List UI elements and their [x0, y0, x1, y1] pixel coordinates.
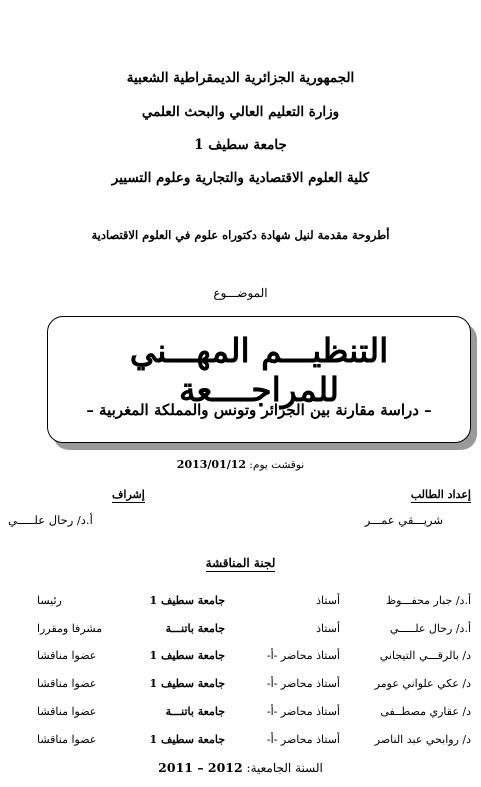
jury-member-name: د/ عقاري مصطــفى [380, 705, 471, 718]
jury-member-rank: أستاذ محاضر -أ- [266, 649, 340, 662]
thesis-type: أطروحة مقدمة لنيل شهادة دكتوراه علوم في العلوم الاقتصادية [91, 228, 390, 242]
defense-date: 2013/01/12 [176, 458, 247, 471]
table-row [0, 594, 481, 614]
ministry-name: وزارة التعليم العالي والبحث العلمي [141, 104, 340, 120]
jury-member-university: جامعة سطيف 1 [149, 733, 225, 746]
academic-year-value: 2011 – 2012 [158, 760, 243, 775]
jury-member-role: عضوا مناقشا [37, 677, 97, 690]
jury-member-role: عضوا مناقشا [37, 705, 97, 718]
prepared-by-section [411, 483, 471, 502]
jury-member-name: أ.د/ رحال علـــــي [389, 622, 471, 635]
jury-member-rank: أستاذ [316, 594, 340, 607]
defense-date-line [0, 458, 481, 471]
jury-member-role: عضوا مناقشا [37, 649, 97, 662]
jury-member-rank: أستاذ محاضر -أ- [266, 733, 340, 746]
jury-member-name: د/ بالرقـــي التيجاني [379, 649, 471, 662]
jury-member-role: مشرفا ومقررا [37, 622, 103, 635]
student-name: شريـــقي عمـــر [364, 513, 443, 527]
academic-year-line [0, 760, 481, 775]
jury-member-university: جامعة سطيف 1 [149, 649, 225, 662]
jury-section [0, 552, 481, 571]
jury-member-name: أ.د/ جبار محفـــوظ [385, 594, 471, 607]
jury-member-university: جامعة سطيف 1 [149, 594, 225, 607]
prepared-by-label: إعداد الطالب [410, 488, 471, 501]
jury-member-university: جامعة باتنـــة [165, 705, 225, 718]
title-box [47, 316, 471, 443]
supervisor-name: أ.د/ رحال علـــــي [8, 513, 93, 527]
table-row [0, 677, 481, 697]
subject-label: الموضـــوع [213, 286, 268, 300]
jury-member-rank: أستاذ محاضر -أ- [266, 677, 340, 690]
jury-member-university: جامعة باتنـــة [165, 622, 225, 635]
jury-title: لجنة المناقشة [205, 556, 276, 570]
jury-member-role: رئيسا [37, 594, 62, 607]
jury-member-university: جامعة سطيف 1 [149, 677, 225, 690]
defense-label: نوقشت يوم: [249, 459, 305, 471]
jury-member-rank: أستاذ [316, 622, 340, 635]
table-row [0, 622, 481, 642]
table-row [0, 733, 481, 753]
academic-year-label: السنة الجامعية: [246, 761, 323, 775]
jury-member-rank: أستاذ محاضر -أ- [266, 705, 340, 718]
supervision-section [112, 483, 145, 502]
jury-member-role: عضوا مناقشا [37, 733, 97, 746]
table-row [0, 705, 481, 725]
thesis-subtitle: – دراسة مقارنة بين الجزائر وتونس والمملكة المغربية – [86, 401, 432, 419]
republic-name: الجمهورية الجزائرية الديمقراطية الشعبية [126, 70, 355, 86]
supervision-label: إشراف [112, 488, 145, 501]
faculty-name: كلية العلوم الاقتصادية والتجارية وعلوم التسيير [111, 170, 370, 186]
university-name: جامعة سطيف 1 [194, 137, 287, 153]
thesis-title: التنظيـــم المهـــني للمراجــــعة [129, 331, 389, 409]
jury-member-name: د/ عكي علواني عومر [374, 677, 471, 690]
jury-member-name: د/ روابحي عبد الناصر [374, 733, 471, 746]
table-row [0, 649, 481, 669]
